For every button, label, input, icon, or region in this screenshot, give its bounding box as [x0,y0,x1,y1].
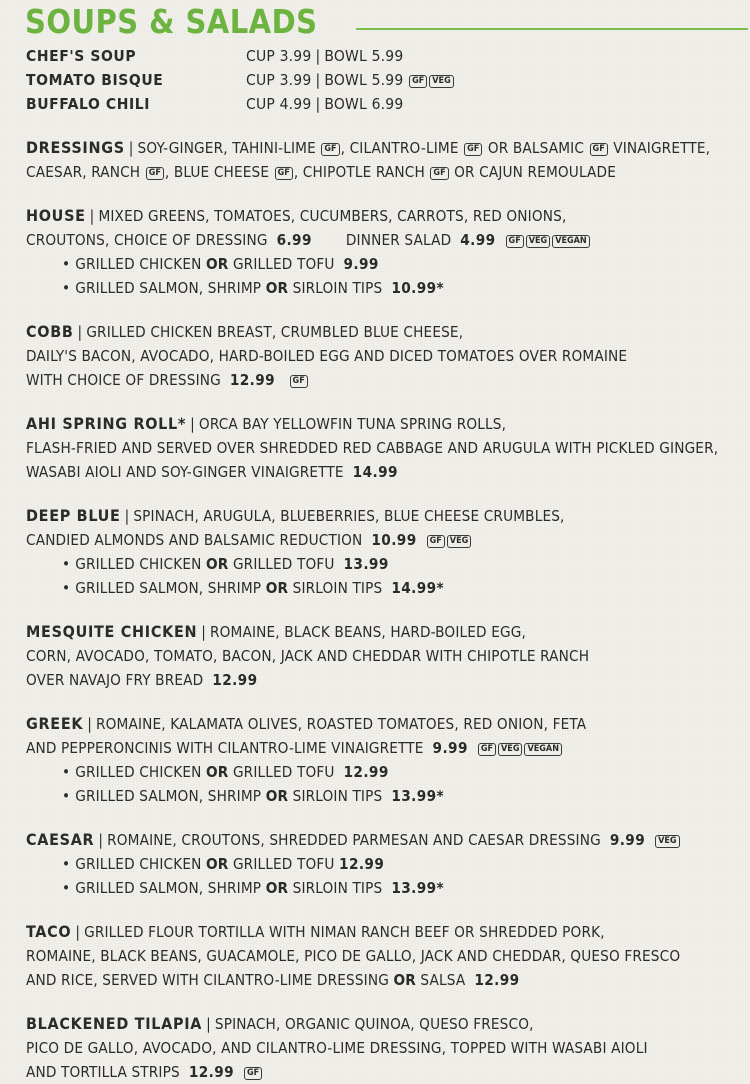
item-text: , CILANTRO-LIME [340,139,459,157]
item-text: ORCA BAY YELLOWFIN TUNA SPRING ROLLS, [198,415,507,433]
item-text: CROUTONS, CHOICE OF DRESSING [26,231,268,249]
dressings-item [26,136,746,184]
addon-line [26,784,746,808]
item-text: ROMAINE, KALAMATA OLIVES, ROASTED TOMATOES, RED ONION, FETA [96,715,587,733]
or-text: OR [206,763,229,781]
addon-line [26,852,746,876]
item-text: AND RICE, SERVED WITH CILANTRO-LIME DRESSING [26,971,389,989]
soup-row [26,92,746,116]
addon-text: GRILLED TOFU [232,255,335,273]
item-line [26,436,746,460]
item-text: AND TORTILLA STRIPS [26,1063,180,1081]
item-price: 10.99 [371,531,417,549]
item-line [26,204,746,228]
soup-row [26,68,746,92]
item-name: AHI SPRING ROLL* [26,414,187,433]
or-text: OR [265,787,289,805]
item-line [26,968,746,992]
addon-price: 13.99* [391,879,445,897]
addon-text: GRILLED CHICKEN [75,255,202,273]
item-line [26,944,746,968]
item-name: COBB [26,322,74,341]
soup-price [246,44,403,68]
addon-text: GRILLED TOFU [232,555,335,573]
item-text: VINAIGRETTE, [613,139,711,157]
item-line [26,136,746,160]
house-salad-item [26,204,746,300]
gf-tag: GF [244,1067,262,1080]
mesquite-chicken-item [26,620,746,692]
cup-price: CUP 3.99 [246,47,312,65]
gf-tag: GF [590,143,608,156]
gf-tag: GF [146,167,164,180]
addon-line [26,760,746,784]
or-text: OR [206,555,229,573]
gf-tag: GF [427,535,445,548]
soup-row [26,44,746,68]
item-text: AND PEPPERONCINIS WITH CILANTRO-LIME VINAIGRETTE [26,739,424,757]
or-text: OR [265,279,289,297]
addon-price: 13.99 [343,555,389,573]
header-rule [356,28,748,30]
gf-tag: GF [430,167,448,180]
or-text: OR [265,879,289,897]
item-name: MESQUITE CHICKEN [26,622,198,641]
item-price: 14.99 [352,463,398,481]
or-text: OR [393,971,416,989]
or-text: OR [206,855,229,873]
section-header [26,0,746,44]
item-name: DRESSINGS [26,138,125,157]
gf-tag: GF [464,143,482,156]
cup-price: CUP 4.99 [246,95,312,113]
item-line [26,460,746,484]
addon-line [26,552,746,576]
addon-price: 14.99* [391,579,445,597]
item-text: CANDIED ALMONDS AND BALSAMIC REDUCTION [26,531,363,549]
item-line [26,368,746,392]
divider: | [75,923,81,941]
taco-salad-item [26,920,746,992]
item-text: OR BALSAMIC [487,139,585,157]
item-line [26,320,746,344]
item-text: OVER NAVAJO FRY BREAD [26,671,204,689]
cup-price: CUP 3.99 [246,71,312,89]
item-name: GREEK [26,714,84,733]
veg-tag: VEG [429,75,453,88]
addon-price: 12.99 [339,855,385,873]
item-text: , BLUE CHEESE [164,163,270,181]
divider: | [98,831,104,849]
item-text: CAESAR, RANCH [26,163,141,181]
item-line [26,160,746,184]
addon-text: SIRLOIN TIPS [292,879,383,897]
bowl-price: BOWL 6.99 [324,95,404,113]
greek-salad-item [26,712,746,808]
addon-price: 13.99* [391,787,445,805]
addon-line [26,576,746,600]
item-text: ROMAINE, BLACK BEANS, HARD-BOILED EGG, [210,623,526,641]
addon-text: GRILLED SALMON, SHRIMP [75,879,262,897]
gf-tag: GF [321,143,339,156]
divider: | [315,71,321,89]
item-line [26,1012,746,1036]
menu-page [26,0,746,1084]
addon-text: GRILLED CHICKEN [75,555,202,573]
item-line [26,504,746,528]
item-price: 9.99 [432,739,468,757]
item-price: 9.99 [609,831,646,849]
item-text: OR CAJUN REMOULADE [454,163,616,181]
divider: | [190,415,195,433]
item-text: ROMAINE, BLACK BEANS, GUACAMOLE, PICO DE GALLO, JACK AND CHEDDAR, QUESO FRESCO [26,947,681,965]
item-line [26,412,746,436]
item-line [26,828,746,852]
item-line [26,644,746,668]
ahi-spring-roll-item [26,412,746,484]
item-text: , CHIPOTLE RANCH [293,163,425,181]
item-line [26,1060,746,1084]
veg-tag: VEG [655,835,679,848]
item-price: 12.99 [474,971,520,989]
addon-price: 10.99* [391,279,445,297]
divider: | [201,623,206,641]
item-line [26,620,746,644]
item-name: TACO [26,922,72,941]
item-text: SOY-GINGER, TAHINI-LIME [137,139,316,157]
vegan-tag: VEGAN [524,743,562,756]
addon-text: GRILLED TOFU [232,763,335,781]
divider: | [77,323,83,341]
blackened-tilapia-item [26,1012,746,1084]
soup-name: BUFFALO CHILI [26,95,151,113]
addon-text: SIRLOIN TIPS [292,579,383,597]
item-text: DAILY'S BACON, AVOCADO, HARD-BOILED EGG AND DICED TOMATOES OVER ROMAINE [26,347,628,365]
item-text: SPINACH, ARUGULA, BLUEBERRIES, BLUE CHEESE CRUMBLES, [133,507,565,525]
item-text: ROMAINE, CROUTONS, SHREDDED PARMESAN AND CAESAR DRESSING [107,831,601,849]
item-text: SALSA [420,971,466,989]
gf-tag: GF [290,375,308,388]
item-text: SPINACH, ORGANIC QUINOA, QUESO FRESCO, [214,1015,534,1033]
item-line [26,920,746,944]
divider: | [128,139,134,157]
cobb-salad-item [26,320,746,392]
bowl-price: BOWL 5.99 [324,47,404,65]
item-price: 12.99 [188,1063,235,1081]
divider: | [315,47,321,65]
soup-price [246,68,455,92]
item-text: GRILLED FLOUR TORTILLA WITH NIMAN RANCH BEEF OR SHREDDED PORK, [84,923,605,941]
deep-blue-item [26,504,746,600]
addon-line [26,252,746,276]
item-line [26,228,746,252]
gf-tag: GF [275,167,293,180]
divider: | [87,715,92,733]
divider: | [315,95,321,113]
caesar-salad-item [26,828,746,900]
veg-tag: VEG [526,235,550,248]
item-text: PICO DE GALLO, AVOCADO, AND CILANTRO-LIME DRESSING, TOPPED WITH WASABI AIOLI [26,1039,648,1057]
section-title: SOUPS & SALADS [25,2,318,41]
addon-text: GRILLED SALMON, SHRIMP [75,579,262,597]
gf-tag: GF [409,75,427,88]
item-name: DEEP BLUE [26,506,121,525]
item-line [26,528,746,552]
addon-text: GRILLED TOFU [232,855,335,873]
addon-line [26,276,746,300]
item-line [26,668,746,692]
divider: | [124,507,130,525]
veg-tag: VEG [498,743,522,756]
item-line [26,1036,746,1060]
addon-text: GRILLED CHICKEN [75,763,202,781]
soup-name: CHEF'S SOUP [26,47,137,65]
item-name: HOUSE [26,206,86,225]
addon-line [26,876,746,900]
divider: | [89,207,95,225]
addon-text: GRILLED CHICKEN [75,855,202,873]
addon-price: 12.99 [343,763,389,781]
vegan-tag: VEGAN [552,235,590,248]
item-text: WITH CHOICE OF DRESSING [26,371,221,389]
item-line [26,736,746,760]
item-text: CORN, AVOCADO, TOMATO, BACON, JACK AND CHEDDAR WITH CHIPOTLE RANCH [26,647,590,665]
item-name: CAESAR [26,830,95,849]
item-text: WASABI AIOLI AND SOY-GINGER VINAIGRETTE [26,463,344,481]
gf-tag: GF [478,743,496,756]
or-text: OR [265,579,289,597]
or-text: OR [206,255,229,273]
item-price: 12.99 [212,671,258,689]
soup-price [246,92,403,116]
item-price: 6.99 [276,231,312,249]
dinner-salad-label: DINNER SALAD [345,231,452,249]
veg-tag: VEG [447,535,471,548]
item-name: BLACKENED TILAPIA [26,1014,203,1033]
item-text: FLASH-FRIED AND SERVED OVER SHREDDED RED CABBAGE AND ARUGULA WITH PICKLED GINGER, [26,439,719,457]
dinner-salad-price: 4.99 [460,231,496,249]
item-line [26,712,746,736]
divider: | [206,1015,211,1033]
item-text: GRILLED CHICKEN BREAST, CRUMBLED BLUE CHEESE, [86,323,464,341]
bowl-price: BOWL 5.99 [324,71,404,89]
soup-name: TOMATO BISQUE [26,71,164,89]
addon-text: SIRLOIN TIPS [292,787,383,805]
soups-list [26,44,746,116]
gf-tag: GF [506,235,524,248]
addon-text: GRILLED SALMON, SHRIMP [75,787,262,805]
item-text: MIXED GREENS, TOMATOES, CUCUMBERS, CARROTS, RED ONIONS, [98,207,567,225]
item-line [26,344,746,368]
addon-text: GRILLED SALMON, SHRIMP [75,279,262,297]
addon-price: 9.99 [343,255,379,273]
item-price: 12.99 [229,371,276,389]
addon-text: SIRLOIN TIPS [292,279,383,297]
